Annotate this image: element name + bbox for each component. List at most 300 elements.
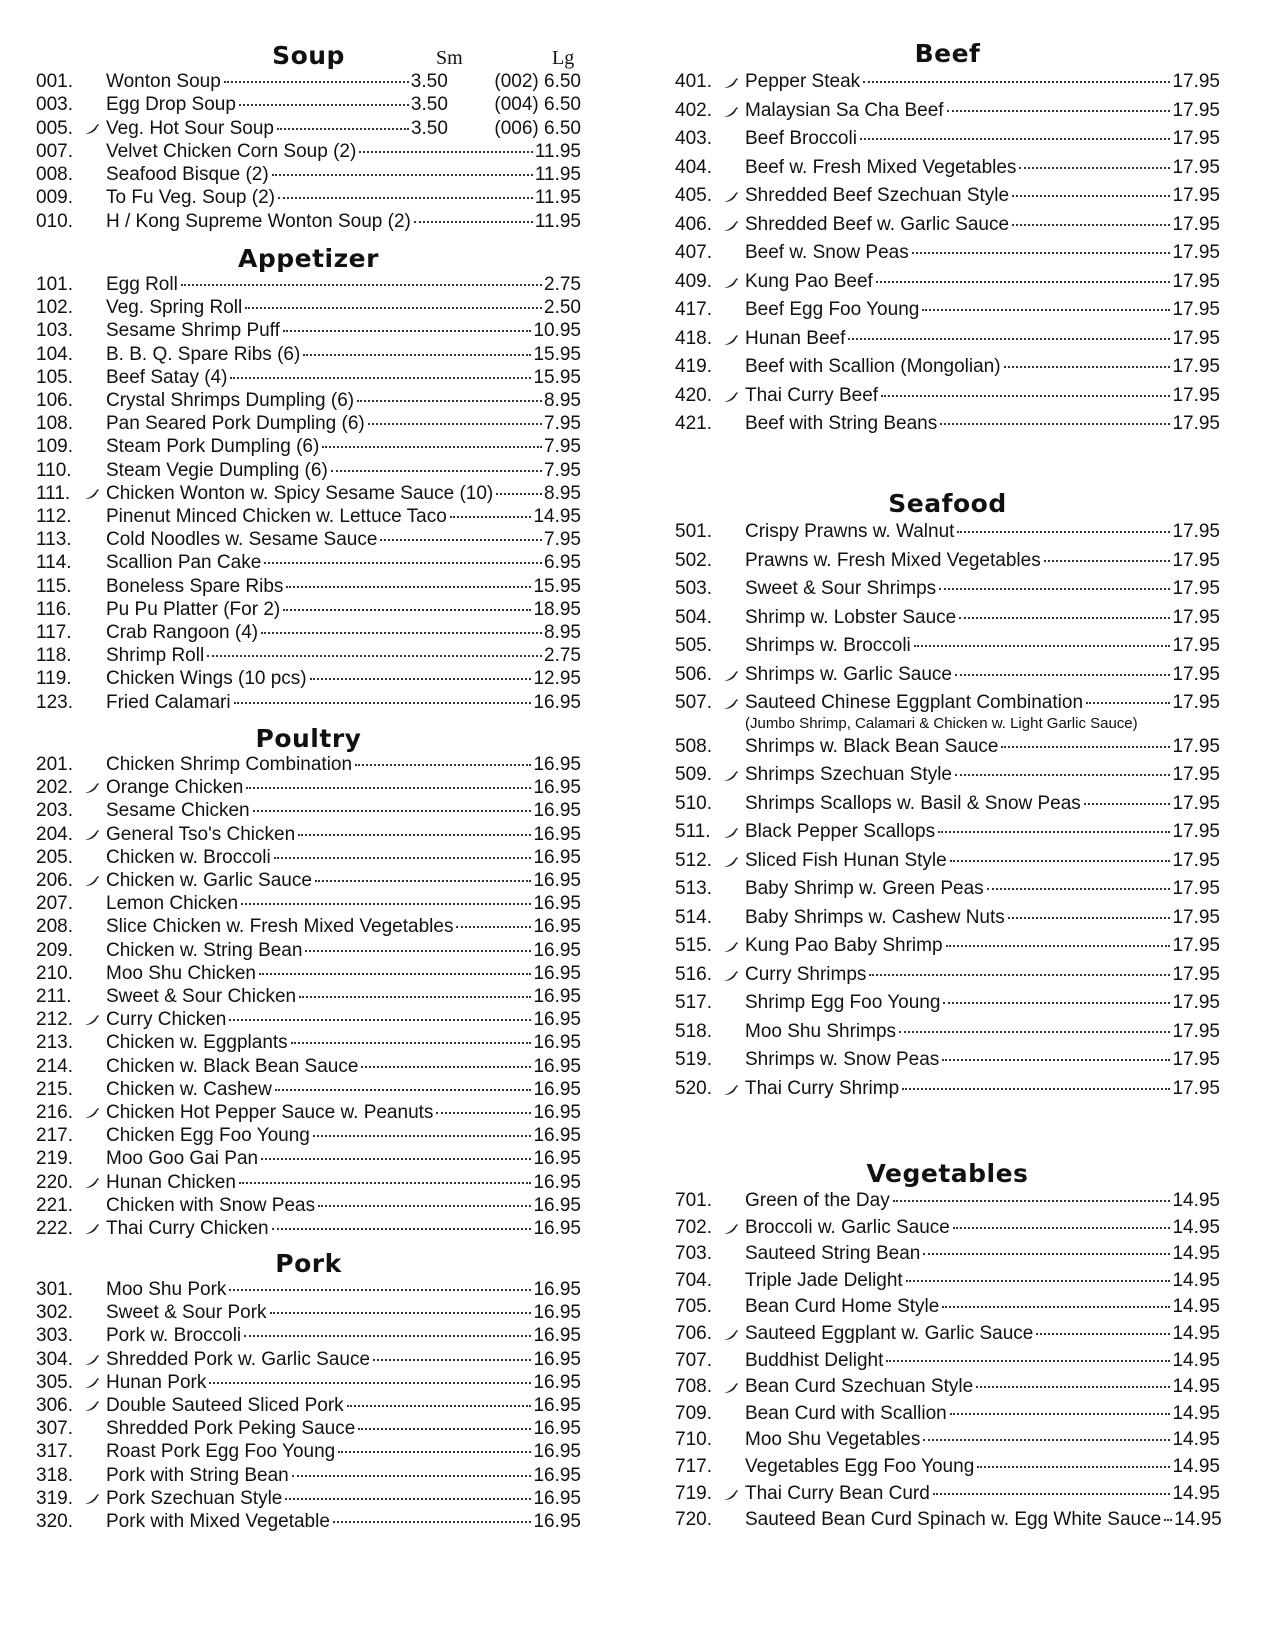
item-name: Bean Curd with Scallion	[745, 1402, 947, 1424]
section-title: Vegetables	[866, 1159, 1029, 1188]
dot-leader	[860, 138, 1171, 140]
item-number-text: 114.	[36, 552, 72, 574]
item-name: B. B. Q. Spare Ribs (6)	[106, 343, 301, 365]
item-price: 16.95	[533, 1009, 581, 1031]
menu-item	[36, 343, 581, 366]
appetizer-section	[36, 245, 581, 714]
dot-leader	[245, 307, 542, 309]
dot-leader	[347, 1405, 532, 1407]
item-number-text: 217.	[36, 1125, 73, 1147]
item-price: 16.95	[533, 893, 581, 915]
item-price: 17.95	[1172, 578, 1220, 599]
item-name: Sweet & Sour Shrimps	[745, 578, 937, 599]
item-price: 14.95	[1172, 1376, 1220, 1398]
item-number	[36, 1464, 106, 1487]
item-number	[36, 528, 106, 551]
item-price: 7.95	[544, 436, 581, 458]
chili-pepper-icon	[84, 1373, 100, 1396]
menu-item	[675, 989, 1220, 1018]
menu-item	[675, 1294, 1220, 1321]
item-number-text: 519.	[675, 1049, 712, 1070]
item-price: 14.95	[533, 506, 581, 528]
item-number-text: 514.	[675, 906, 712, 928]
item-number	[36, 1417, 106, 1440]
item-number	[36, 1217, 106, 1240]
item-name: Shredded Beef Szechuan Style	[745, 185, 1010, 206]
item-number	[36, 435, 106, 458]
item-number	[36, 1487, 106, 1510]
item-number-text: 205.	[36, 846, 73, 868]
item-number	[675, 961, 745, 990]
item-number	[675, 761, 745, 790]
menu-item	[675, 353, 1220, 382]
item-number	[675, 989, 745, 1018]
dot-leader	[1019, 167, 1170, 169]
item-number	[675, 268, 745, 297]
dot-leader	[333, 1521, 532, 1523]
item-price: 17.95	[1172, 185, 1220, 206]
item-number-text: 319.	[36, 1487, 73, 1509]
item-price: 14.95	[1172, 1455, 1220, 1477]
menu-item	[675, 818, 1220, 847]
item-name: Fried Calamari	[106, 691, 231, 713]
large-price: (004) 6.50	[494, 94, 581, 116]
item-number-text: 707.	[675, 1349, 712, 1371]
item-number-text: 106.	[36, 390, 73, 412]
chili-pepper-icon	[723, 1376, 739, 1403]
dot-leader	[923, 1253, 1170, 1255]
dot-leader	[239, 104, 409, 106]
menu-item	[36, 644, 581, 667]
menu-item	[36, 163, 581, 186]
item-number-text: 222.	[36, 1218, 73, 1240]
item-name: Slice Chicken w. Fresh Mixed Vegetables	[106, 916, 454, 938]
item-number	[36, 644, 106, 667]
chili-pepper-icon	[84, 1396, 100, 1419]
item-number	[36, 1078, 106, 1101]
chili-pepper-icon	[84, 825, 100, 848]
item-price: 16.95	[533, 1148, 581, 1170]
item-number	[36, 691, 106, 714]
menu-item	[36, 140, 581, 163]
item-number-text: 212.	[36, 1009, 73, 1031]
item-number	[36, 753, 106, 776]
menu-item	[675, 125, 1220, 154]
item-number-text: 518.	[675, 1020, 712, 1042]
dot-leader	[939, 588, 1170, 590]
menu-item	[675, 268, 1220, 297]
item-number	[675, 296, 745, 325]
item-price: 16.95	[533, 1371, 581, 1393]
menu-item	[36, 551, 581, 574]
item-price: 17.95	[1172, 1049, 1220, 1070]
item-price: 16.95	[533, 823, 581, 845]
menu-item	[675, 296, 1220, 325]
small-size-label: Sm	[436, 47, 463, 69]
item-price: 17.95	[1172, 906, 1220, 928]
large-price: (006) 6.50	[494, 117, 581, 139]
dot-leader	[274, 857, 532, 859]
item-number-text: 702.	[675, 1216, 712, 1238]
item-name: Sauteed Bean Curd Spinach w. Egg White Sauce	[745, 1509, 1162, 1531]
item-name: Thai Curry Shrimp	[745, 1077, 900, 1099]
menu-item	[675, 904, 1220, 933]
item-name: Crab Rangoon (4)	[106, 622, 259, 644]
menu-item	[36, 1008, 581, 1031]
item-price: 12.95	[533, 668, 581, 690]
menu-item	[36, 70, 581, 93]
item-number-text: 501.	[675, 521, 712, 542]
chili-pepper-icon	[723, 1217, 739, 1244]
item-name: Curry Chicken	[106, 1009, 227, 1031]
item-price: 17.95	[1172, 635, 1220, 656]
item-number-text: 109.	[36, 436, 73, 458]
menu-item	[675, 689, 1220, 718]
menu-item	[36, 1194, 581, 1217]
item-number	[36, 210, 106, 233]
menu-item	[675, 325, 1220, 354]
item-number-text: 509.	[675, 764, 712, 785]
chili-pepper-icon	[84, 1010, 100, 1033]
item-price: 11.95	[534, 164, 581, 186]
item-price: 14.95	[1172, 1429, 1220, 1451]
item-number	[36, 1278, 106, 1301]
item-number-text: 421.	[675, 413, 712, 434]
item-name: Beef with String Beans	[745, 413, 938, 434]
item-number-text: 704.	[675, 1269, 712, 1291]
item-number	[36, 823, 106, 846]
item-number	[675, 689, 745, 718]
item-number-text: 105.	[36, 366, 73, 388]
item-number	[36, 186, 106, 209]
item-number-text: 403.	[675, 128, 712, 149]
item-price: 16.95	[533, 939, 581, 961]
menu-item	[36, 1031, 581, 1054]
item-price: 17.95	[1172, 270, 1220, 292]
item-name: Sliced Fish Hunan Style	[745, 849, 947, 871]
item-price: 2.50	[544, 297, 581, 319]
item-number	[36, 1301, 106, 1324]
chili-pepper-icon	[84, 1173, 100, 1196]
menu-item	[36, 776, 581, 799]
item-number	[675, 182, 745, 211]
menu-item	[36, 412, 581, 435]
item-number	[36, 776, 106, 799]
item-number	[675, 239, 745, 268]
menu-item	[675, 1268, 1220, 1295]
item-number	[36, 667, 106, 690]
item-price: 16.95	[533, 1078, 581, 1100]
dot-leader	[239, 1182, 532, 1184]
item-number-text: 402.	[675, 99, 712, 121]
item-number	[36, 846, 106, 869]
item-number-text: 517.	[675, 992, 712, 1013]
item-name: Beef with Scallion (Mongolian)	[745, 356, 1001, 377]
chili-pepper-icon	[723, 1323, 739, 1350]
item-number	[36, 799, 106, 822]
menu-item	[36, 1394, 581, 1417]
item-number	[675, 904, 745, 933]
dot-leader	[261, 632, 542, 634]
item-number	[36, 1510, 106, 1533]
item-name: Black Pepper Scallops	[745, 821, 936, 842]
item-price: 17.95	[1172, 935, 1220, 956]
item-number-text: 119.	[36, 668, 72, 690]
item-price: 11.95	[534, 140, 581, 162]
chili-pepper-icon	[723, 849, 739, 878]
dot-leader	[283, 609, 531, 611]
item-number	[36, 1371, 106, 1394]
item-number	[675, 575, 745, 604]
dot-leader	[357, 400, 542, 402]
dot-leader	[959, 617, 1170, 619]
item-number	[675, 68, 745, 97]
item-number	[675, 125, 745, 154]
chili-pepper-icon	[84, 871, 100, 894]
item-name: Crispy Prawns w. Walnut	[745, 521, 955, 542]
item-price: 16.95	[533, 1171, 581, 1193]
dot-leader	[933, 1493, 1171, 1495]
menu-item	[36, 435, 581, 458]
item-price: 17.95	[1172, 735, 1220, 757]
item-number	[36, 319, 106, 342]
dot-leader	[1086, 702, 1170, 704]
menu-item	[36, 823, 581, 846]
item-price: 17.95	[1172, 384, 1220, 406]
item-price: 2.75	[544, 274, 581, 295]
dot-leader	[987, 888, 1171, 890]
item-number-text: 306.	[36, 1395, 73, 1417]
item-name: Pork w. Broccoli	[106, 1325, 242, 1347]
item-name: Chicken w. Broccoli	[106, 846, 271, 868]
item-price: 14.95	[1172, 1216, 1220, 1238]
item-name: Shrimps Scallops w. Basil & Snow Peas	[745, 792, 1081, 814]
menu-item	[36, 1464, 581, 1487]
section-title: Beef	[914, 39, 981, 68]
item-name: Pu Pu Platter (For 2)	[106, 598, 281, 620]
menu-item	[36, 1217, 581, 1240]
item-number-text: 301.	[36, 1279, 73, 1300]
item-price: 17.95	[1172, 521, 1220, 542]
item-number-text: 202.	[36, 777, 73, 799]
item-number-text: 419.	[675, 356, 712, 377]
chili-pepper-icon	[723, 820, 739, 849]
item-price: 17.95	[1172, 663, 1220, 685]
menu-item	[675, 932, 1220, 961]
item-name: Veg. Spring Roll	[106, 297, 243, 319]
item-number	[36, 985, 106, 1008]
item-number	[675, 1374, 745, 1401]
dot-leader	[246, 787, 531, 789]
item-number-text: 116.	[36, 598, 72, 620]
item-price: 17.95	[1172, 692, 1220, 713]
dot-leader	[181, 284, 542, 286]
menu-item	[675, 1348, 1220, 1375]
item-number-text: 108.	[36, 413, 73, 435]
item-price: 16.95	[533, 1464, 581, 1486]
dot-leader	[259, 973, 531, 975]
item-number	[675, 1401, 745, 1428]
item-number	[36, 505, 106, 528]
item-price: 16.95	[533, 1418, 581, 1440]
item-name: Pork with String Bean	[106, 1464, 289, 1486]
menu-item	[36, 575, 581, 598]
item-number	[36, 1194, 106, 1217]
dot-leader	[229, 1289, 531, 1291]
item-number-text: 305.	[36, 1371, 73, 1393]
menu-item	[36, 869, 581, 892]
chili-pepper-icon	[84, 1350, 100, 1373]
menu-item	[675, 239, 1220, 268]
item-number	[36, 1348, 106, 1371]
menu-item	[675, 1401, 1220, 1428]
menu-item	[675, 154, 1220, 183]
item-number-text: 209.	[36, 939, 73, 961]
item-description: (Jumbo Shrimp, Calamari & Chicken w. Light Garlic Sauce)	[745, 714, 1138, 732]
item-price: 14.95	[1174, 1509, 1222, 1531]
item-number-text: 701.	[675, 1190, 712, 1211]
dot-leader	[291, 1042, 532, 1044]
dot-leader	[380, 539, 542, 541]
large-size-label: Lg	[552, 47, 575, 69]
item-number-text: 206.	[36, 870, 73, 892]
item-price: 17.95	[1172, 764, 1220, 785]
item-number	[675, 1348, 745, 1375]
item-number	[36, 412, 106, 435]
dot-leader	[914, 645, 1171, 647]
menu-item	[36, 459, 581, 482]
item-number-text: 706.	[675, 1322, 712, 1344]
item-number-text: 407.	[675, 242, 712, 263]
menu-item	[675, 847, 1220, 876]
item-name: Seafood Bisque (2)	[106, 164, 269, 186]
item-name: Beef Egg Foo Young	[745, 299, 920, 320]
item-price: 17.95	[1172, 821, 1220, 842]
item-price: 6.95	[544, 552, 581, 574]
item-price: 16.95	[533, 1302, 581, 1324]
seafood-section	[675, 490, 1220, 1103]
dot-leader	[277, 128, 409, 130]
item-name: Roast Pork Egg Foo Young	[106, 1441, 336, 1463]
item-name: Shrimps w. Snow Peas	[745, 1049, 940, 1070]
item-number-text: 516.	[675, 963, 712, 985]
item-price: 17.95	[1172, 299, 1220, 320]
menu-item	[675, 1241, 1220, 1268]
menu-item	[36, 915, 581, 938]
menu-item	[675, 410, 1220, 439]
item-name: Steam Pork Dumpling (6)	[106, 436, 320, 458]
item-number	[675, 547, 745, 576]
menu-item	[675, 604, 1220, 633]
dot-leader	[1036, 1333, 1170, 1335]
item-name: Crystal Shrimps Dumpling (6)	[106, 390, 355, 412]
dot-leader	[943, 1002, 1170, 1004]
item-number-text: 317.	[36, 1441, 73, 1463]
item-number-text: 005.	[36, 117, 73, 139]
dot-leader	[450, 516, 532, 518]
menu-item	[675, 1075, 1220, 1104]
dot-leader	[863, 81, 1170, 83]
item-number-text: 123.	[36, 691, 73, 713]
item-price: 16.95	[533, 1218, 581, 1240]
item-name: Lemon Chicken	[106, 893, 239, 915]
item-number	[36, 1171, 106, 1194]
item-number-text: 219.	[36, 1148, 73, 1170]
menu-item	[36, 1510, 581, 1533]
item-price: 7.95	[544, 459, 581, 481]
item-name: Egg Roll	[106, 274, 178, 295]
item-name: Moo Shu Shrimps	[745, 1020, 897, 1042]
item-number-text: 110.	[36, 459, 72, 481]
item-number	[36, 1440, 106, 1463]
dot-leader	[953, 1227, 1171, 1229]
chili-pepper-icon	[723, 184, 739, 213]
dot-leader	[283, 330, 532, 332]
dot-leader	[942, 1059, 1170, 1061]
item-number	[36, 117, 106, 140]
item-number	[675, 1321, 745, 1348]
item-price: 14.95	[1172, 1482, 1220, 1504]
dot-leader	[912, 252, 1171, 254]
item-number	[36, 1055, 106, 1078]
menu-item	[36, 528, 581, 551]
dot-leader	[955, 674, 1170, 676]
item-name: Pinenut Minced Chicken w. Lettuce Taco	[106, 506, 447, 528]
item-number-text: 417.	[675, 299, 712, 320]
item-name: Pepper Steak	[745, 71, 861, 92]
menu-item	[36, 1124, 581, 1147]
item-number	[36, 1147, 106, 1170]
item-number	[36, 93, 106, 116]
item-name: Buddhist Delight	[745, 1349, 884, 1371]
dot-leader	[224, 81, 409, 83]
item-number-text: 009.	[36, 187, 73, 209]
item-number-text: 709.	[675, 1402, 712, 1424]
item-name: Baby Shrimps w. Cashew Nuts	[745, 906, 1005, 928]
item-name: Green of the Day	[745, 1190, 890, 1211]
chili-pepper-icon	[723, 763, 739, 792]
beef-section	[675, 40, 1220, 439]
soup-section	[36, 42, 581, 233]
dot-leader	[359, 151, 533, 153]
item-name: Chicken w. Cashew	[106, 1078, 272, 1100]
item-number-text: 507.	[675, 692, 712, 713]
dot-leader	[310, 678, 532, 680]
chili-pepper-icon	[723, 1077, 739, 1106]
item-number	[675, 818, 745, 847]
menu-item	[36, 1348, 581, 1371]
menu-item	[36, 753, 581, 776]
item-price: 17.95	[1172, 327, 1220, 349]
menu-item	[36, 892, 581, 915]
menu-item	[675, 1321, 1220, 1348]
item-name: Shrimp w. Lobster Sauce	[745, 606, 957, 628]
item-number-text: 210.	[36, 962, 73, 984]
item-name: Pork Szechuan Style	[106, 1487, 283, 1509]
item-price: 17.95	[1172, 99, 1220, 121]
item-number	[36, 1101, 106, 1124]
menu-item	[675, 1215, 1220, 1242]
item-number-text: 520.	[675, 1077, 712, 1099]
item-number	[36, 915, 106, 938]
dot-leader	[207, 655, 542, 657]
dot-leader	[946, 945, 1171, 947]
menu-item	[675, 1454, 1220, 1481]
item-price: 16.95	[533, 846, 581, 868]
item-number	[675, 1241, 745, 1268]
item-price: 7.95	[544, 413, 581, 435]
item-name: Kung Pao Baby Shrimp	[745, 935, 943, 956]
